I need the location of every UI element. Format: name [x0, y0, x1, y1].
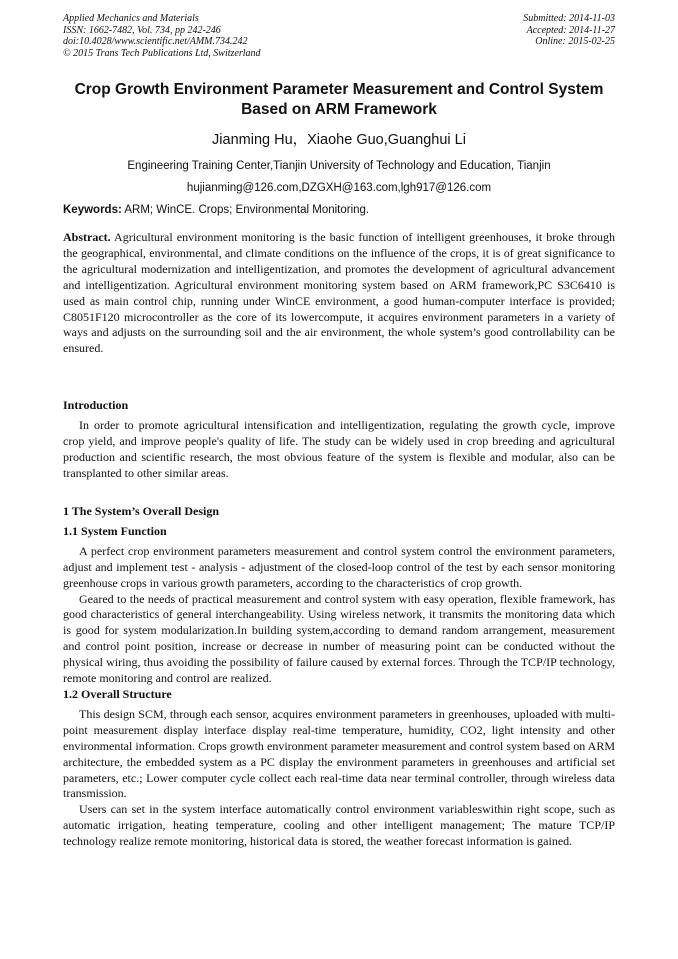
journal-header-left [63, 13, 261, 59]
submitted-date: Submitted: 2014-11-03 [523, 13, 615, 24]
journal-header-right [523, 13, 615, 48]
section-1-1-heading: 1.1 System Function [63, 523, 167, 538]
keywords-label: Keywords: [63, 204, 122, 216]
keywords-text: ARM; WinCE. Crops; Environmental Monitoring. [121, 204, 370, 216]
introduction-section [63, 398, 615, 482]
paper-authors: Jianming Hu，Xiaohe Guo,Guanghui Li [212, 132, 466, 148]
paper-title [40, 80, 638, 120]
title-line-2: Based on ARM Framework [241, 101, 437, 118]
section-1-2-paragraph-2: Users can set in the system interface automatically control environment variableswithin right scope, such as automatic irrigation, heating temperature, cooling and other intelligent management; The mature TCP/IP technology realize remote monitoring, historical data is stored, the weather forecast information is gained. [63, 802, 615, 849]
keywords-line [63, 202, 369, 218]
online-date: Online: 2015-02-25 [535, 36, 615, 47]
section-1-1-paragraph-1: A perfect crop environment parameters measurement and control system control the environment parameters, adjust and implement test - analysis - adjustment of the closed-loop control of the test by each sensor monitoring greenhouse crops in various growth parameters, according to the characteristics of crop growth. [63, 543, 615, 590]
journal-copyright: © 2015 Trans Tech Publications Ltd, Switzerland [63, 47, 261, 59]
section-1-2-paragraph-1: This design SCM, through each sensor, acquires environment parameters in greenhouses, uploaded with multi-point measurement display interface display real-time temperature, humidity, CO2, light intensity and other environmental information. Crops growth environment parameter measurement and control system based on ARM architecture, the embedded system as a PC display the environment parameters in greenhouses and artificial set parameters, etc.; Lower computer cycle collect each real-time data near terminal controller, through wireless data transmission. [63, 706, 615, 801]
section-1-1-paragraph-2: Geared to the needs of practical measurement and control system with easy operation, flexible framework, has good characteristics of general interchangeability. Using wireless network, it transmits the monitoring data which is good for system modularization.In building system,according to demand random arrangement, measurement and control point position, increase or decrease in number of measuring point can be conducted without the physical wiring, thus avoiding the possibility of failure caused by external forces. Through the TCP/IP technology, remote monitoring and control are realized. [63, 591, 615, 686]
introduction-paragraph: In order to promote agricultural intensification and intelligentization, regulating the growth cycle, improve crop yield, and improve people's quality of life. The study can be widely used in crop breeding and agricultural production and scientific research, the most obvious feature of the system is flexible and modular, also can be transplanted to other similar areas. [63, 417, 615, 480]
paper-emails: hujianming@126.com,DZGXH@163.com,lgh917@126.com [186, 182, 492, 194]
abstract-text: Agricultural environment monitoring is the basic function of intelligent greenhouses, it broke through the geographical, environmental, and climate conditions on the influence of the crops, it is of great significance to the agricultural modernization and intelligentization, and promotes the development of agricultural advancement and intelligentization. Agricultural environment monitoring system based on ARM framework,PC S3C6410 is used as main control chip, running under WinCE environment, a good human-computer interface is provided; C8051F120 microcontroller as the core of its lowercompute, it acquires environment parameters in a variety of ways and adjusts on the surrounding soil and the air environment, the whole system’s good controllability can be ensured. [63, 230, 615, 356]
journal-issn: ISSN: 1662-7482, Vol. 734, pp 242-246 [63, 24, 221, 36]
abstract-block [63, 230, 615, 357]
section-1-heading: 1 The System’s Overall Design [63, 504, 219, 518]
abstract-paragraph [63, 230, 615, 357]
journal-name: Applied Mechanics and Materials [63, 13, 199, 24]
paper-affiliation: Engineering Training Center,Tianjin University of Technology and Education, Tianjin [127, 160, 551, 172]
abstract-label: Abstract. [63, 230, 111, 244]
journal-doi: doi:10.4028/www.scientific.net/AMM.734.242 [63, 36, 248, 47]
section-1-2-heading: 1.2 Overall Structure [63, 686, 172, 701]
accepted-date: Accepted: 2014-11-27 [526, 24, 615, 36]
title-line-1: Crop Growth Environment Parameter Measurement and Control System [74, 81, 604, 98]
introduction-heading: Introduction [63, 398, 129, 412]
section-1 [63, 504, 615, 850]
